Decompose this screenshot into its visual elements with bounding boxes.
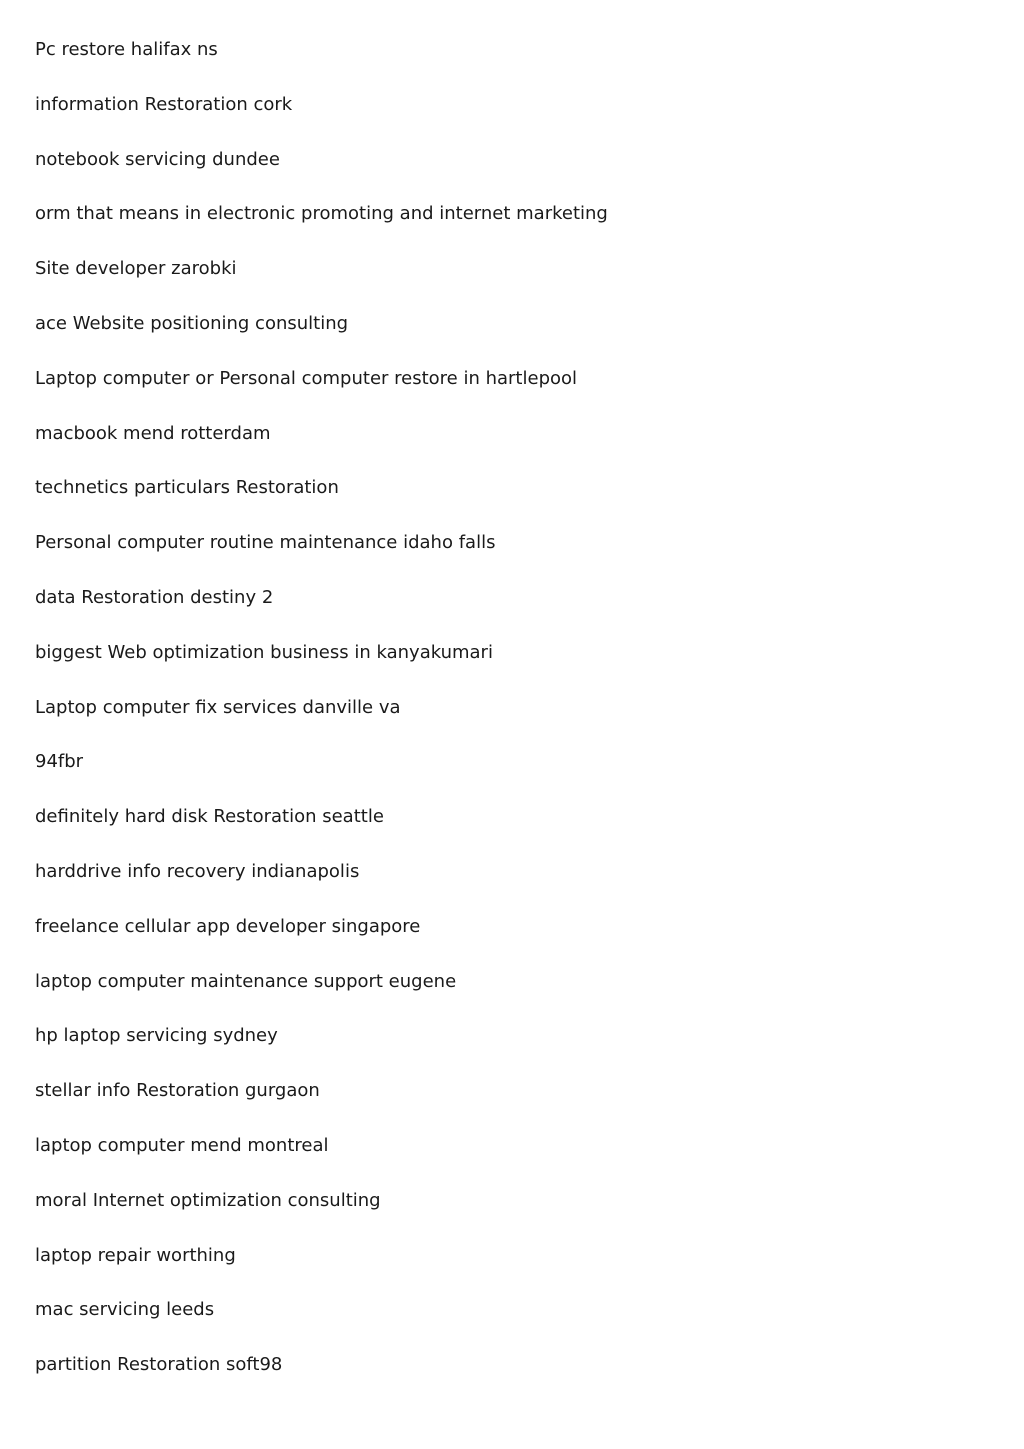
text-line: freelance cellular app developer singapore xyxy=(35,915,421,937)
text-line: laptop repair worthing xyxy=(35,1244,236,1266)
text-line: Laptop computer fix services danville va xyxy=(35,696,401,718)
text-line-list xyxy=(35,38,995,1408)
text-line: hp laptop servicing sydney xyxy=(35,1025,278,1047)
text-line: laptop computer maintenance support eugene xyxy=(35,970,457,992)
text-line: ace Website positioning consulting xyxy=(35,312,349,334)
text-line: notebook servicing dundee xyxy=(35,148,280,170)
text-line: stellar info Restoration gurgaon xyxy=(35,1080,320,1102)
text-line: orm that means in electronic promoting and internet marketing xyxy=(35,203,608,225)
text-line: Pc restore halifax ns xyxy=(35,39,218,60)
text-line: macbook mend rotterdam xyxy=(35,422,271,444)
text-line: harddrive info recovery indianapolis xyxy=(35,860,360,882)
text-line: laptop computer mend montreal xyxy=(35,1134,329,1156)
text-line: data Restoration destiny 2 xyxy=(35,586,274,608)
text-line: Personal computer routine maintenance idaho falls xyxy=(35,532,496,554)
text-line: information Restoration cork xyxy=(35,93,293,115)
text-line: Site developer zarobki xyxy=(35,258,237,280)
text-line: Laptop computer or Personal computer restore in hartlepool xyxy=(35,367,578,389)
text-line: partition Restoration soft98 xyxy=(35,1354,283,1376)
text-line: 94fbr xyxy=(35,751,84,773)
text-line: biggest Web optimization business in kanyakumari xyxy=(35,641,493,663)
text-line: definitely hard disk Restoration seattle xyxy=(35,806,384,828)
text-line: mac servicing leeds xyxy=(35,1299,215,1321)
text-line: moral Internet optimization consulting xyxy=(35,1189,381,1211)
text-line: technetics particulars Restoration xyxy=(35,477,339,499)
